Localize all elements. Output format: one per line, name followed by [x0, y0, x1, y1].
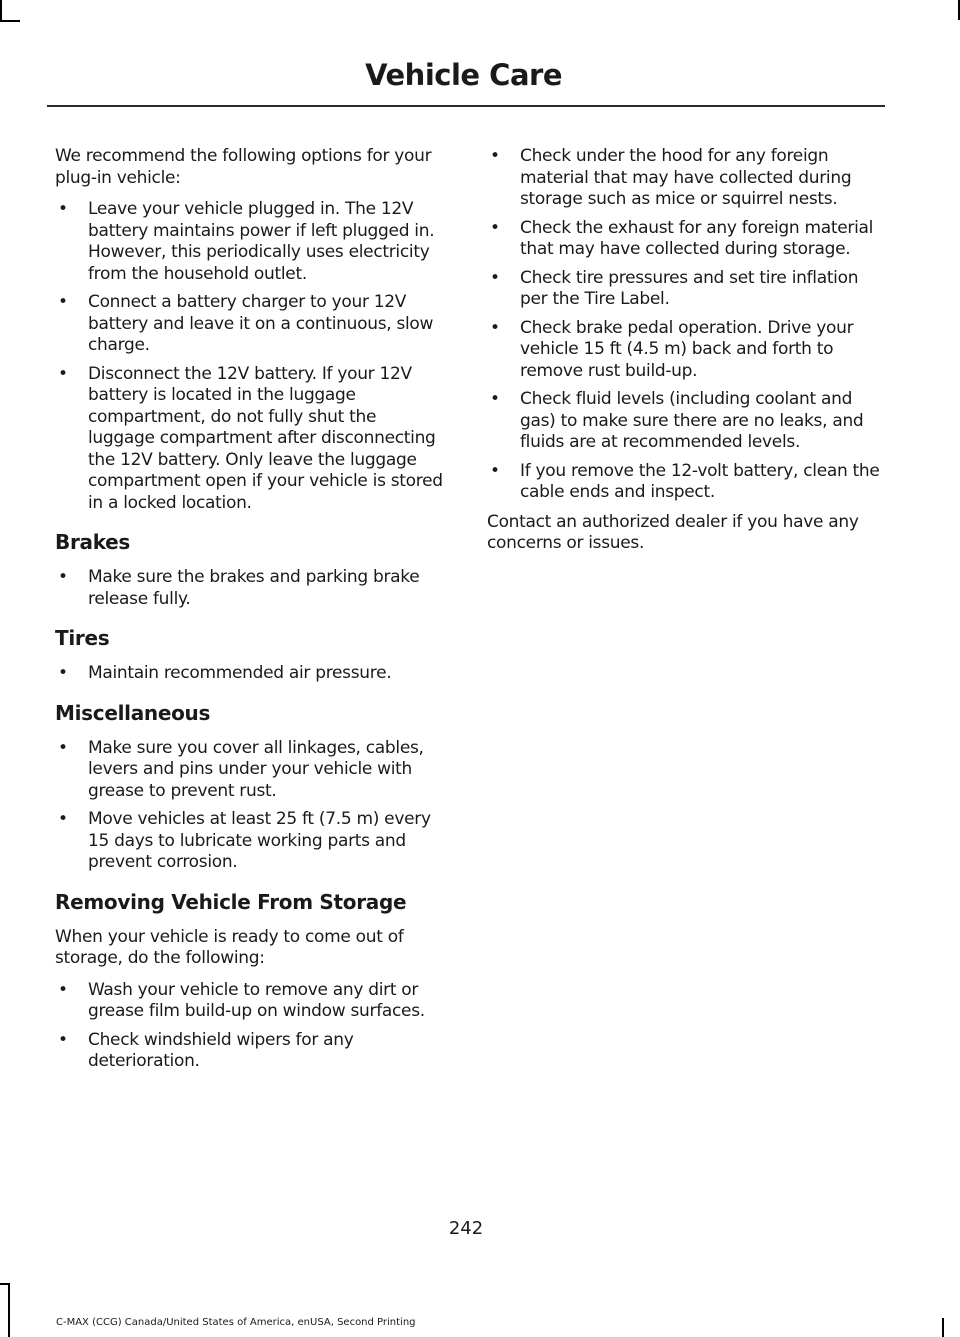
tires-heading: Tires — [55, 626, 110, 650]
removing-storage-heading: Removing Vehicle From Storage — [55, 889, 407, 914]
bullet-glyph: • — [58, 567, 68, 587]
list-item: • Check fluid levels (including coolant and gas) to make sure there are no leaks, and fluids are at recommended levels. — [490, 389, 864, 452]
brakes-heading: Brakes — [55, 530, 131, 554]
page-number: 242 — [448, 1218, 484, 1239]
removing-bullet-list — [55, 980, 447, 1073]
list-item: • Leave your vehicle plugged in. The 12V battery maintains power if left plugged in. However, this periodically uses electricity from the household outlet. — [58, 199, 435, 284]
crop-mark-bottom-left-h — [0, 1283, 10, 1285]
closing-paragraph: Contact an authorized dealer if you have any concerns or issues. — [487, 511, 859, 553]
bullet-glyph: • — [490, 460, 500, 481]
bullet-glyph: • — [490, 217, 500, 238]
bullet-glyph: • — [490, 389, 500, 409]
list-item: • Move vehicles at least 25 ft (7.5 m) every 15 days to lubricate working parts and prevent corrosion. — [58, 809, 431, 872]
bullet-glyph: • — [490, 317, 500, 338]
bullet-glyph: • — [490, 267, 500, 288]
crop-mark-bottom-left — [8, 1283, 10, 1337]
bullet-glyph: • — [58, 979, 68, 1000]
right-column — [487, 146, 882, 565]
bullet-glyph: • — [58, 663, 68, 683]
crop-mark-bottom-right — [942, 1318, 944, 1337]
list-item: • Make sure you cover all linkages, cables, levers and pins under your vehicle with grease to prevent rust. — [58, 737, 424, 801]
bullet-glyph: • — [490, 146, 500, 166]
list-item: • Disconnect the 12V battery. If your 12V battery is located in the luggage compartment, do not fully shut the luggage compartment after disconnecting the 12V battery. Only leave the luggage compartment open if your vehicle is stored in a locked location. — [58, 363, 443, 513]
list-item: • Make sure the brakes and parking brake release fully. — [58, 567, 420, 609]
list-item: • Check brake pedal operation. Drive your vehicle 15 ft (4.5 m) back and forth to remove rust build-up. — [490, 317, 854, 381]
list-item: • Check the exhaust for any foreign material that may have collected during storage. — [490, 217, 874, 259]
bullet-glyph: • — [58, 363, 68, 384]
list-item: • Check under the hood for any foreign material that may have collected during storage such as mice or squirrel nests. — [490, 146, 852, 209]
left-column — [55, 146, 447, 1081]
misc-bullet-list — [55, 738, 447, 874]
page-header-title: Vehicle Care — [365, 58, 562, 92]
bullet-glyph: • — [58, 737, 68, 758]
list-item: • Check windshield wipers for any deterioration. — [58, 1029, 354, 1071]
intro-bullet-list — [55, 199, 447, 514]
bullet-glyph: • — [58, 809, 68, 829]
bullet-glyph: • — [58, 292, 68, 312]
crop-mark-top-left-h — [0, 20, 20, 22]
footer-text: C-MAX (CCG) Canada/United States of America, enUSA, Second Printing — [56, 1317, 416, 1328]
removing-intro-paragraph: When your vehicle is ready to come out of storage, do the following: — [55, 926, 404, 968]
brakes-bullet-list — [55, 567, 447, 610]
miscellaneous-heading: Miscellaneous — [55, 700, 211, 725]
list-item: • Maintain recommended air pressure. — [58, 663, 392, 683]
bullet-glyph: • — [58, 199, 68, 219]
list-item: • Connect a battery charger to your 12V battery and leave it on a continuous, slow charge. — [58, 292, 434, 355]
crop-mark-top-left — [0, 0, 2, 20]
tires-bullet-list — [55, 663, 447, 685]
header-rule — [47, 105, 885, 107]
storage-check-bullet-list — [487, 146, 882, 504]
list-item: • If you remove the 12-volt battery, clean the cable ends and inspect. — [490, 460, 880, 502]
intro-paragraph: We recommend the following options for your plug-in vehicle: — [55, 146, 432, 188]
list-item: • Wash your vehicle to remove any dirt or grease film build-up on window surfaces. — [58, 979, 425, 1021]
bullet-glyph: • — [58, 1029, 68, 1050]
list-item: • Check tire pressures and set tire inflation per the Tire Label. — [490, 267, 859, 309]
